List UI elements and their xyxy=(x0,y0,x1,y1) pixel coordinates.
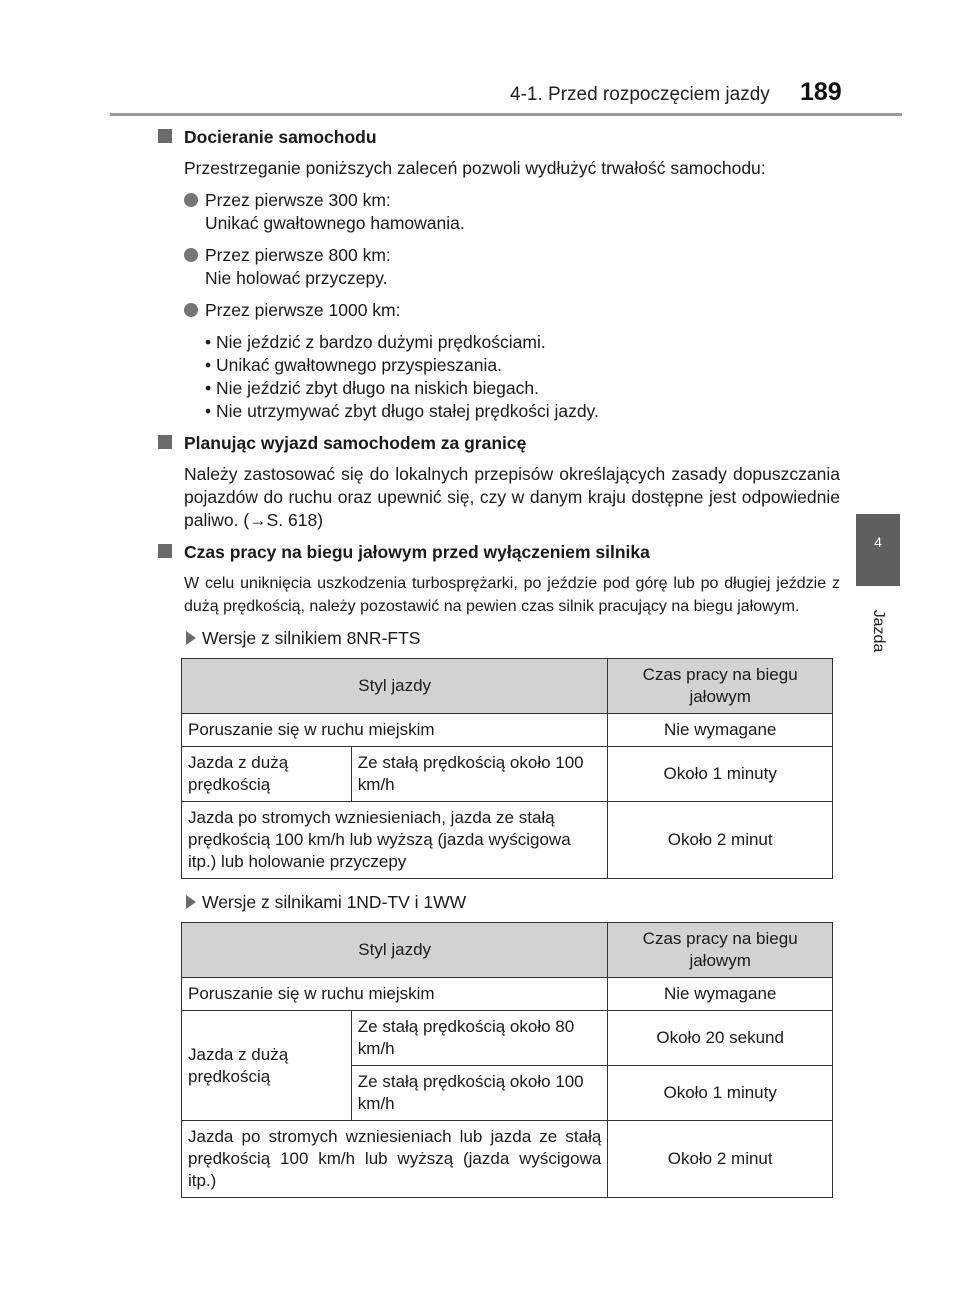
table-cell: Jazda z dużą prędkością xyxy=(182,747,352,802)
table-row xyxy=(182,978,833,1011)
table-cell: Poruszanie się w ruchu miejskim xyxy=(182,714,608,747)
sub-list-item: • Nie jeździć zbyt długo na niskich biegach. xyxy=(205,378,539,398)
table-header-row xyxy=(182,659,833,714)
chapter-side-label-text: Jazda xyxy=(870,609,887,653)
variant-label-8nr xyxy=(184,627,840,650)
variant-label-1nd xyxy=(184,891,840,914)
section-intro: Przestrzeganie poniższych zaleceń pozwoli wydłużyć trwałość samochodu: xyxy=(184,158,766,178)
header-divider xyxy=(110,113,902,116)
idling-table-8nr xyxy=(181,658,833,879)
variant-label-text: Wersje z silnikiem 8NR-FTS xyxy=(202,628,421,648)
section-title: Czas pracy na biegu jałowym przed wyłączeniem silnika xyxy=(184,542,650,562)
sub-list-item: • Nie jeździć z bardzo dużymi prędkościami. xyxy=(205,332,546,352)
table-cell: Ze stałą prędkością około 80 km/h xyxy=(351,1011,608,1066)
table-header-cell: Styl jazdy xyxy=(182,923,608,978)
table-cell: Nie wymagane xyxy=(608,714,833,747)
table-cell: Poruszanie się w ruchu miejskim xyxy=(182,978,608,1011)
variant-label-text: Wersje z silnikami 1ND-TV i 1WW xyxy=(202,892,467,912)
page-number: 189 xyxy=(800,78,842,106)
table-header-cell: Styl jazdy xyxy=(182,659,608,714)
sub-list-item: • Unikać gwałtownego przyspieszania. xyxy=(205,355,502,375)
table-row xyxy=(182,1011,833,1066)
list-item xyxy=(184,189,840,235)
table-cell: Około 1 minuty xyxy=(608,747,833,802)
triangle-pointer-icon xyxy=(186,895,196,909)
sub-list-item: • Nie utrzymywać zbyt długo stałej prędkości jazdy. xyxy=(205,401,599,421)
chapter-title: 4-1. Przed rozpoczęciem jazdy xyxy=(510,84,770,105)
section-title: Docieranie samochodu xyxy=(184,127,377,147)
table-cell: Około 1 minuty xyxy=(608,1066,833,1121)
section-heading-idling xyxy=(156,541,840,564)
section-heading-abroad xyxy=(156,432,840,455)
table-cell: Około 2 minut xyxy=(608,802,833,879)
square-bullet-icon xyxy=(158,129,172,143)
table-header-cell: Czas pracy na biegu jałowym xyxy=(608,923,833,978)
list-item xyxy=(184,299,840,322)
circle-bullet-icon xyxy=(184,248,198,262)
table-row xyxy=(182,747,833,802)
table-cell: Około 20 sekund xyxy=(608,1011,833,1066)
table-cell: Około 2 minut xyxy=(608,1121,833,1198)
table-row xyxy=(182,714,833,747)
table-header-row xyxy=(182,923,833,978)
list-item xyxy=(184,244,840,290)
list-item-head: Przez pierwsze 800 km: xyxy=(205,245,391,265)
table-cell: Ze stałą prędkością około 100 km/h xyxy=(351,747,608,802)
triangle-pointer-icon xyxy=(186,631,196,645)
table-cell: Jazda po stromych wzniesieniach, jazda ze stałą prędkością 100 km/h lub wyższą (jazda wyścigowa itp.) lub holowanie przyczepy xyxy=(182,802,608,879)
circle-bullet-icon xyxy=(184,303,198,317)
sub-list xyxy=(205,331,840,423)
table-row xyxy=(182,802,833,879)
list-item-head: Przez pierwsze 1000 km: xyxy=(205,300,401,320)
square-bullet-icon xyxy=(158,544,172,558)
section-text: Należy zastosować się do lokalnych przepisów określających zasady dopuszczania pojazdów do ruchu oraz upewnić się, czy w danym kraju dostępne jest odpowiednie paliwo. (→S. 618) xyxy=(184,464,840,530)
table-cell: Nie wymagane xyxy=(608,978,833,1011)
circle-bullet-icon xyxy=(184,193,198,207)
table-cell: Jazda z dużą prędkością xyxy=(182,1011,352,1121)
chapter-tab: 4 xyxy=(856,514,900,586)
page-content xyxy=(156,126,840,1210)
list-item-body: Unikać gwałtownego hamowania. xyxy=(205,213,465,233)
table-header-cell: Czas pracy na biegu jałowym xyxy=(608,659,833,714)
table-cell: Ze stałą prędkością około 100 km/h xyxy=(351,1066,608,1121)
section-text: W celu uniknięcia uszkodzenia turbosprężarki, po jeździe pod górę lub po długiej jeździe z dużą prędkością, należy pozostawić na pewien czas silnik pracujący na biegu jałowym. xyxy=(184,575,840,615)
page-header xyxy=(0,78,900,108)
square-bullet-icon xyxy=(158,435,172,449)
section-heading-break-in xyxy=(156,126,840,149)
section-title: Planując wyjazd samochodem za granicę xyxy=(184,433,527,453)
list-item-head: Przez pierwsze 300 km: xyxy=(205,190,391,210)
table-row xyxy=(182,1121,833,1198)
chapter-side-label xyxy=(860,596,896,666)
list-item-body: Nie holować przyczepy. xyxy=(205,268,388,288)
table-cell: Jazda po stromych wzniesieniach lub jazda ze stałą prędkością 100 km/h lub wyższą (jazda wyścigowa itp.) xyxy=(182,1121,608,1198)
idling-table-1nd xyxy=(181,922,833,1198)
